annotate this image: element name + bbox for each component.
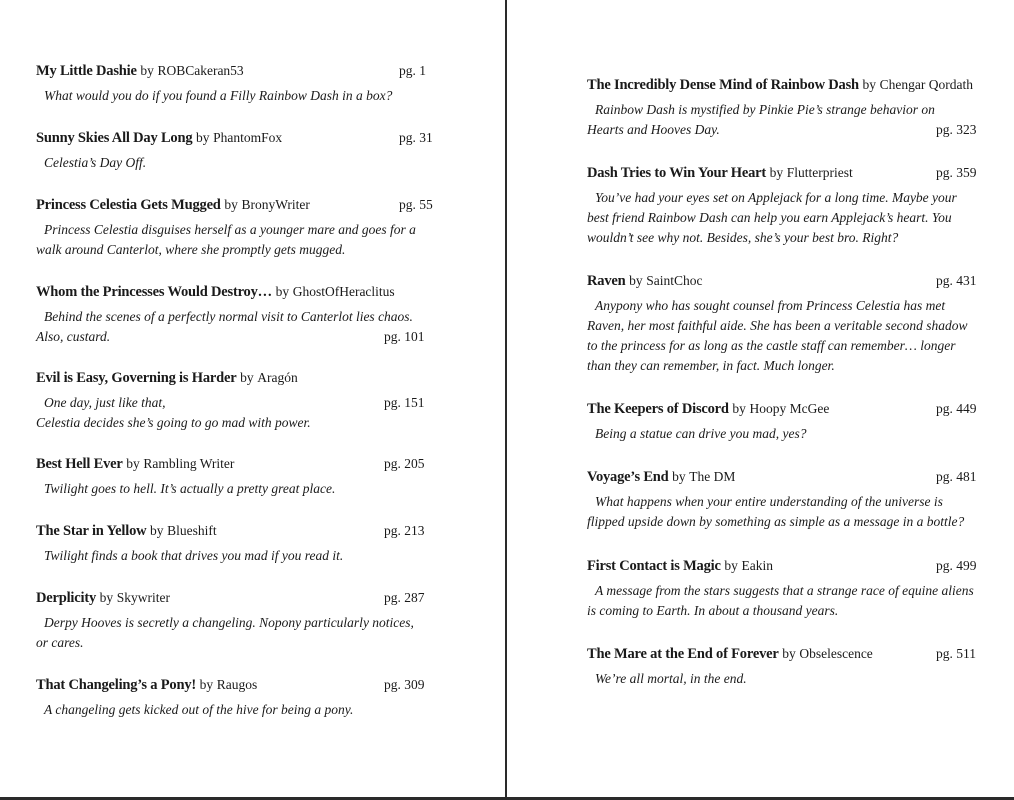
toc-entry[interactable]	[36, 675, 428, 720]
by-label: by	[140, 63, 154, 78]
story-title: My Little Dashie	[36, 63, 137, 79]
description-text: Rainbow Dash is mystified by Pinkie Pie’s strange behavior on	[595, 102, 935, 117]
toc-entry[interactable]	[36, 128, 433, 173]
story-title: Whom the Princesses Would Destroy…	[36, 284, 272, 300]
by-label: by	[199, 677, 214, 692]
page-number: pg. 309	[384, 677, 425, 692]
page-number: pg. 499	[936, 558, 977, 573]
story-description	[587, 669, 977, 689]
description-line: than they can remember, in fact. Much longer.	[587, 358, 835, 373]
description-text: Celestia’s Day Off.	[44, 155, 147, 170]
description-line	[36, 220, 428, 240]
story-title: Raven	[587, 273, 626, 289]
toc-entry[interactable]	[36, 454, 428, 499]
story-description	[36, 700, 428, 720]
story-author: Blueshift	[167, 523, 217, 538]
page-number: pg. 481	[936, 469, 977, 484]
entry-heading	[36, 675, 428, 695]
page-number: pg. 205	[384, 456, 425, 471]
description-text: What happens when your entire understanding of the universe is	[595, 494, 943, 509]
description-line	[36, 307, 428, 327]
page-number: pg. 1	[399, 63, 426, 78]
by-label: by	[672, 469, 686, 484]
description-line: wouldn’t see why not. Besides, she’s your best bro. Right?	[587, 230, 899, 245]
description-line: flipped upside down by something as simple as a message in a bottle?	[587, 514, 965, 529]
page-number: pg. 101	[384, 329, 425, 344]
entry-heading	[36, 521, 428, 541]
entry-heading	[36, 588, 428, 608]
description-line	[587, 100, 977, 120]
by-label: by	[862, 77, 877, 92]
toc-entry[interactable]	[587, 271, 977, 376]
description-line: best friend Rainbow Dash can help you earn Applejack’s heart. You	[587, 210, 952, 225]
story-description	[587, 424, 977, 444]
description-text: Twilight finds a book that drives you mad if you read it.	[44, 548, 344, 563]
description-line: Celestia decides she’s going to go mad with power.	[36, 415, 311, 430]
story-title: The Keepers of Discord	[587, 401, 729, 417]
description-text: You’ve had your eyes set on Applejack for a long time. Maybe your	[595, 190, 957, 205]
story-description	[36, 220, 428, 260]
story-author: Eakin	[741, 558, 773, 573]
toc-entry[interactable]	[36, 61, 428, 106]
story-author: ROBCakeran53	[157, 63, 244, 78]
entry-heading	[36, 454, 428, 474]
toc-entry[interactable]	[36, 368, 428, 433]
description-line: Also, custard.	[36, 329, 111, 344]
entry-heading	[36, 368, 428, 388]
by-label: by	[782, 646, 796, 661]
story-title: Evil is Easy, Governing is Harder	[36, 370, 237, 386]
by-label: by	[150, 523, 164, 538]
story-title: The Mare at the End of Forever	[587, 646, 779, 662]
story-title: That Changeling’s a Pony!	[36, 677, 197, 693]
description-line	[587, 581, 977, 601]
page-number: pg. 151	[384, 395, 425, 410]
description-line: is coming to Earth. In about a thousand years.	[587, 603, 839, 618]
right-page	[507, 0, 1014, 800]
by-label: by	[724, 558, 738, 573]
description-text: Behind the scenes of a perfectly normal visit to Canterlot lies chaos.	[44, 309, 413, 324]
description-line: walk around Canterlot, where she promptly gets mugged.	[36, 242, 346, 257]
description-text: A message from the stars suggests that a strange race of equine aliens	[595, 583, 974, 598]
page-number: pg. 431	[936, 273, 977, 288]
entry-heading	[587, 556, 977, 576]
by-label: by	[224, 197, 238, 212]
story-author: GhostOfHeraclitus	[292, 284, 395, 299]
toc-entry[interactable]	[587, 399, 977, 444]
story-author: The DM	[689, 469, 736, 484]
story-description	[587, 492, 977, 532]
by-label: by	[126, 456, 140, 471]
description-line	[36, 393, 428, 413]
by-label: by	[196, 130, 210, 145]
toc-entry[interactable]	[587, 644, 977, 689]
toc-entry[interactable]	[587, 75, 977, 140]
description-text: Being a statue can drive you mad, yes?	[595, 426, 807, 441]
story-description	[36, 153, 428, 173]
description-text: Princess Celestia disguises herself as a younger mare and goes for a	[44, 222, 416, 237]
story-description	[587, 100, 977, 140]
description-line: to the princess for as long as the castle staff can remember… longer	[587, 338, 956, 353]
page-number: pg. 511	[936, 646, 976, 661]
page-number: pg. 449	[936, 401, 977, 416]
description-text: Twilight goes to hell. It’s actually a pretty great place.	[44, 481, 336, 496]
left-page	[0, 0, 505, 800]
description-line	[587, 296, 977, 316]
entry-heading	[587, 399, 977, 419]
by-label: by	[629, 273, 643, 288]
story-description	[36, 546, 428, 566]
description-text: A changeling gets kicked out of the hive for being a pony.	[44, 702, 354, 717]
story-description	[36, 479, 428, 499]
story-title: First Contact is Magic	[587, 558, 721, 574]
toc-entry[interactable]	[36, 282, 428, 347]
story-title: Dash Tries to Win Your Heart	[587, 165, 767, 181]
story-author: Flutterpriest	[786, 165, 853, 180]
entry-heading	[587, 75, 977, 95]
entry-heading	[587, 271, 977, 291]
by-label: by	[99, 590, 114, 605]
page-number: pg. 287	[384, 590, 425, 605]
story-author: Hoopy McGee	[749, 401, 830, 416]
story-description	[587, 296, 977, 376]
entry-heading	[587, 644, 977, 664]
description-text: Derpy Hooves is secretly a changeling. Nopony particularly notices,	[44, 615, 414, 630]
toc-entry[interactable]	[587, 467, 977, 532]
story-description	[587, 581, 977, 621]
story-description	[36, 86, 428, 106]
toc-entry[interactable]	[587, 556, 977, 621]
page-number: pg. 31	[399, 130, 433, 145]
story-author: Chengar Qordath	[879, 77, 974, 92]
by-label: by	[240, 370, 254, 385]
page-number: pg. 55	[399, 197, 433, 212]
story-author: Skywriter	[116, 590, 171, 605]
toc-entry[interactable]	[36, 588, 428, 653]
description-line: Hearts and Hooves Day.	[587, 122, 720, 137]
toc-entry[interactable]	[36, 195, 433, 260]
description-line	[587, 492, 977, 512]
page-number: pg. 213	[384, 523, 425, 538]
entry-heading	[36, 282, 428, 302]
story-title: Derplicity	[36, 590, 97, 606]
story-author: Obselescence	[799, 646, 873, 661]
description-text: Anypony who has sought counsel from Princess Celestia has met	[595, 298, 946, 313]
page-number: pg. 359	[936, 165, 977, 180]
story-title: Princess Celestia Gets Mugged	[36, 197, 221, 213]
story-title: Sunny Skies All Day Long	[36, 130, 193, 146]
entry-heading	[36, 61, 428, 81]
story-author: Raugos	[216, 677, 258, 692]
description-text: We’re all mortal, in the end.	[595, 671, 747, 686]
entry-heading	[587, 163, 977, 183]
story-title: The Incredibly Dense Mind of Rainbow Dash	[587, 77, 859, 93]
description-line	[587, 188, 977, 208]
entry-heading	[36, 195, 433, 215]
story-description	[587, 188, 977, 248]
description-text: One day, just like that,	[44, 395, 166, 410]
story-author: BronyWriter	[241, 197, 310, 212]
toc-entry[interactable]	[36, 521, 428, 566]
story-title: Voyage’s End	[587, 469, 669, 485]
story-description	[36, 307, 428, 347]
entry-heading	[36, 128, 433, 148]
by-label: by	[275, 284, 290, 299]
story-description	[36, 393, 428, 433]
story-author: Rambling Writer	[143, 456, 235, 471]
toc-entry[interactable]	[587, 163, 977, 248]
description-line: or cares.	[36, 635, 84, 650]
story-author: Aragón	[257, 370, 298, 385]
description-line	[36, 613, 428, 633]
by-label: by	[769, 165, 784, 180]
description-text: What would you do if you found a Filly Rainbow Dash in a box?	[44, 88, 393, 103]
story-author: SaintChoc	[646, 273, 703, 288]
story-author: PhantomFox	[213, 130, 283, 145]
story-title: The Star in Yellow	[36, 523, 147, 539]
page-number: pg. 323	[936, 122, 977, 137]
description-line: Raven, her most faithful aide. She has been a veritable second shadow	[587, 318, 968, 333]
entry-heading	[587, 467, 977, 487]
by-label: by	[732, 401, 746, 416]
story-title: Best Hell Ever	[36, 456, 123, 472]
story-description	[36, 613, 428, 653]
